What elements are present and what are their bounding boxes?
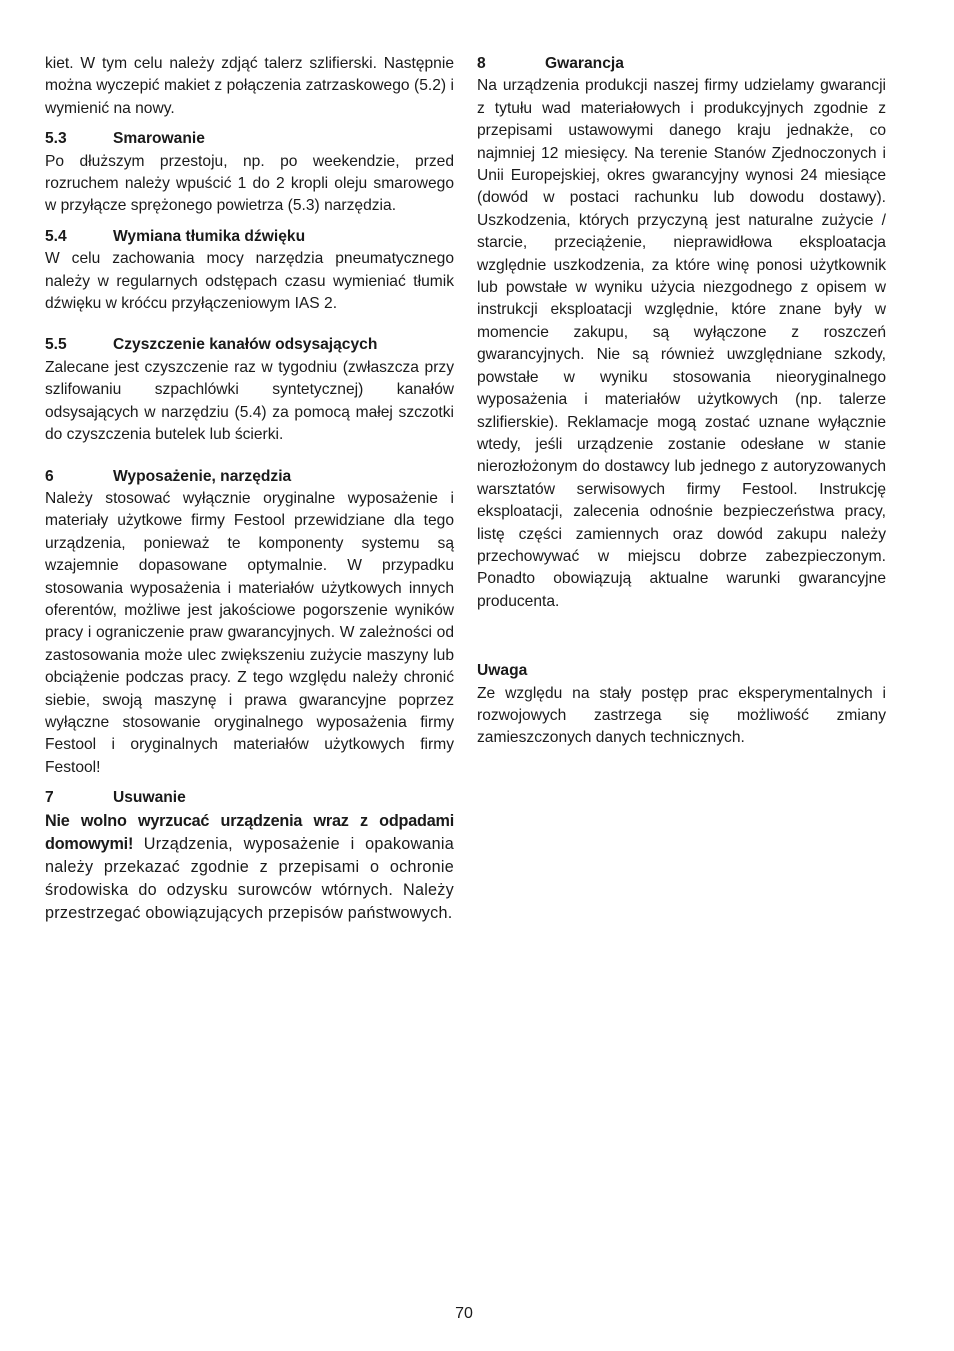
left-column	[45, 53, 454, 926]
section-5-3-text: Po dłuższym przestoju, np. po weekendzie, przed rozruchem należy wpuścić 1 do 2 kropli oleju smarowego w przyłącze sprężonego powietrza (5.3) narzędzia.	[45, 152, 454, 215]
note-heading	[477, 660, 886, 682]
intro-paragraph: kiet. W tym celu należy zdjąć talerz szlifierski. Następnie można wyczepić makiet z połączenia zatrzaskowego (5.2) i wymienić na nowy.	[45, 55, 454, 117]
section-title: Smarowanie	[113, 130, 205, 148]
section-title: Czyszczenie kanałów odsysających	[113, 336, 378, 354]
disposal-warning: Nie wolno wyrzucać urządzenia wraz z odpadami domowymi!	[45, 811, 454, 853]
section-5-5-text: Zalecane jest czyszczenie raz w tygodniu (zwłaszcza przy szlifowaniu szpachlówki syntetycznej) kanałów odsysających w narzędziu (5.4) za pomocą małej szczotki do czyszczenia butelek lub ścierki.	[45, 358, 454, 444]
section-8-text: Na urządzenia produkcji naszej firmy udzielamy gwarancji z tytułu wad materiałowych i produkcyjnych zgodnie z przepisami ustawowymi danego kraju jednakże, co najmniej 12 miesięcy. Na terenie Stanów Zjednoczonych i Unii Europejskiej, okres gwarancyjny wynosi 24 miesiące (dowód w postaci rachunku lub dowodu dostawy). Uszkodzenia, których przyczyną jest naturalne zużycie / starcie, przeciążenie, nieprawidłowa eksploatacja względnie uszkodzenia, za które winę ponosi użytkownik lub powstałe w wyniku użycia niezgodnego z opisem w instrukcji eksploatacji względnie, które znane były w momencie zakupu, są wyłączone z roszczeń gwarancyjnych. Nie są również uwzględniane szkody, powstałe w wyniku stosowania nieoryginalnego wyposażenia i materiałów użytkowych (np. talerze szlifierskie). Reklamacje mogą zostać uznane wyłącznie wtedy, jeśli urządzenie zostanie odesłane w stanie nierozłożonym do dostawcy lub jednego z autoryzowanych warsztatów serwisowych firmy Festool. Instrukcję eksploatacji, zalecenia odnośnie bezpieczeństwa pracy, listę części zamiennych oraz dowód zakupu należy przechowywać w miejscu dobrze zabezpieczonym. Ponadto obowiązują aktualne warunki gwarancyjne producenta.	[477, 77, 886, 610]
section-5-4-heading	[45, 226, 454, 248]
note-title: Uwaga	[477, 662, 528, 680]
section-6-text: Należy stosować wyłącznie oryginalne wyposażenie i materiały użytkowe firmy Festool przewidziane dla tego urządzenia, ponieważ te komponenty systemu są wzajemnie dopasowane optymalnie. W przypadku stosowania wyposażenia i materiałów użytkowych innych oferentów, możliwe jest jakościowe pogorszenie wyników pracy i ograniczenie praw gwarancyjnych. W zależności od zastosowania może ulec zwiększeniu zużycie maszyny lub obciążenie podczas pracy. Z tego względu należy chronić siebie, swoją maszynę i prawa gwarancyjne poprzez wyłączne stosowanie oryginalnego wyposażenia firmy Festool i oryginalnych materiałów użytkowych firmy Festool!	[45, 489, 454, 776]
section-5-4-text: W celu zachowania mocy narzędzia pneumatycznego należy w regularnych odstępach czasu wymieniać tłumik dźwięku w króćcu przyłączeniowym IAS 2.	[45, 250, 454, 313]
page-number: 70	[455, 1305, 473, 1322]
section-number: 5.4	[45, 227, 67, 245]
section-8-heading	[477, 53, 886, 75]
section-6-heading	[45, 466, 454, 488]
section-7-heading	[45, 787, 454, 809]
section-title: Gwarancja	[545, 55, 624, 72]
note-text: Ze względu na stały postęp prac eksperymentalnych i rozwojowych zastrzega się możliwość zmiany zamieszczonych danych technicznych.	[477, 684, 886, 747]
section-title: Wymiana tłumika dźwięku	[113, 227, 306, 245]
section-5-5-heading	[45, 334, 454, 356]
section-5-3-heading	[45, 128, 454, 150]
section-number: 7	[45, 789, 54, 807]
section-number: 5.3	[45, 130, 67, 148]
section-title: Usuwanie	[113, 789, 186, 807]
disposal-instructions: Urządzenia, wyposażenie i opakowania należy przekazać zgodnie z przepisami o ochronie środowiska do odzysku surowców wtórnych. Należy przestrzegać obowiązujących przepisów państwowych.	[45, 834, 454, 923]
section-number: 5.5	[45, 336, 67, 354]
section-7-text	[45, 810, 454, 926]
section-number: 8	[477, 55, 486, 72]
right-column	[477, 53, 886, 750]
section-title: Wyposażenie, narzędzia	[113, 467, 292, 485]
section-number: 6	[45, 467, 54, 485]
